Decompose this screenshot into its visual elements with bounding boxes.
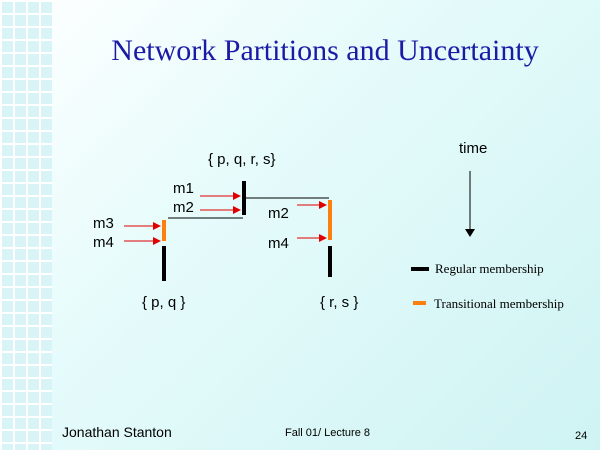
time-label: time bbox=[459, 140, 488, 157]
group-pq-label: { p, q } bbox=[142, 294, 186, 311]
group-all-label: { p, q, r, s} bbox=[208, 151, 276, 168]
message-label-m2-right: m2 bbox=[268, 205, 289, 222]
message-label-m2: m2 bbox=[173, 199, 194, 216]
legend-transitional-label: Transitional membership bbox=[434, 296, 564, 311]
footer-course: Fall 01/ Lecture 8 bbox=[285, 427, 370, 439]
legend-regular-label: Regular membership bbox=[435, 261, 544, 276]
page-number: 24 bbox=[575, 430, 588, 442]
message-label-m4: m4 bbox=[93, 234, 114, 251]
message-label-m4-right: m4 bbox=[268, 235, 289, 252]
message-label-m1: m1 bbox=[173, 180, 194, 197]
footer-author: Jonathan Stanton bbox=[62, 424, 172, 440]
group-rs-label: { r, s } bbox=[320, 294, 359, 311]
message-label-m3: m3 bbox=[93, 215, 114, 232]
slide-title: Network Partitions and Uncertainty bbox=[111, 34, 539, 67]
